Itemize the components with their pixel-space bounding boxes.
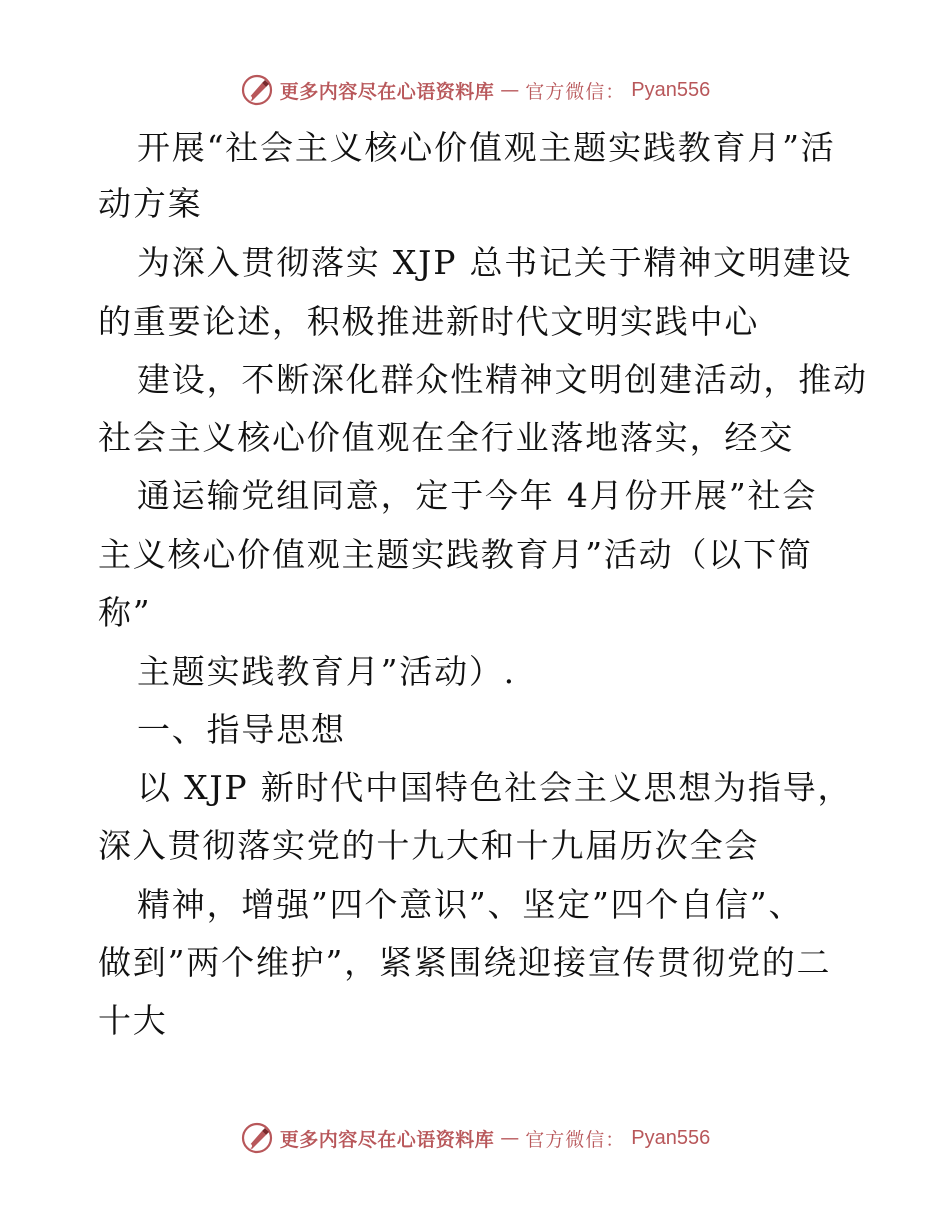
watermark-brand: 更多内容尽在心语资料库 <box>279 1128 495 1151</box>
watermark-wechat-id: Pyan556 <box>631 1126 711 1149</box>
watermark-separator: — <box>500 1127 520 1149</box>
text-line: 建设，不断深化群众性精神文明创建活动，推动 <box>137 360 868 399</box>
watermark-separator: — <box>500 79 520 101</box>
section-heading: 一、指导思想 <box>137 710 346 749</box>
watermark-official-label: 官方微信： <box>525 80 626 103</box>
text-line: 动方案 <box>98 184 203 223</box>
text-line: 社会主义核心价值观在全行业落地落实，经交 <box>98 418 794 457</box>
text-line: 为深入贯彻落实 XJP 总书记关于精神文明建设 <box>137 243 853 282</box>
watermark-official-label: 官方微信： <box>525 1128 626 1151</box>
watermark-brand: 更多内容尽在心语资料库 <box>279 80 495 103</box>
pen-logo-icon <box>240 73 274 107</box>
text-line: 十大 <box>98 1001 168 1040</box>
pen-logo-icon <box>240 1121 274 1155</box>
text-line: 通运输党组同意，定于今年 4月份开展”社会 <box>137 476 818 515</box>
footer-watermark <box>0 1118 950 1158</box>
text-line: 的重要论述，积极推进新时代文明实践中心 <box>98 302 760 341</box>
text-line: 精神，增强”四个意识”、坚定”四个自信”、 <box>137 885 804 924</box>
text-line: 以 XJP 新时代中国特色社会主义思想为指导， <box>137 768 853 807</box>
watermark-wechat-id: Pyan556 <box>631 78 711 101</box>
text-line: 主题实践教育月”活动）. <box>137 652 516 691</box>
text-line: 开展“社会主义核心价值观主题实践教育月”活 <box>137 128 836 167</box>
header-watermark <box>0 70 950 110</box>
text-line: 深入贯彻落实党的十九大和十九届历次全会 <box>98 826 760 865</box>
text-line: 主义核心价值观主题实践教育月”活动（以下简 <box>98 535 813 574</box>
text-line: 称” <box>98 593 152 632</box>
text-line: 做到”两个维护”，紧紧围绕迎接宣传贯彻党的二 <box>98 943 832 982</box>
